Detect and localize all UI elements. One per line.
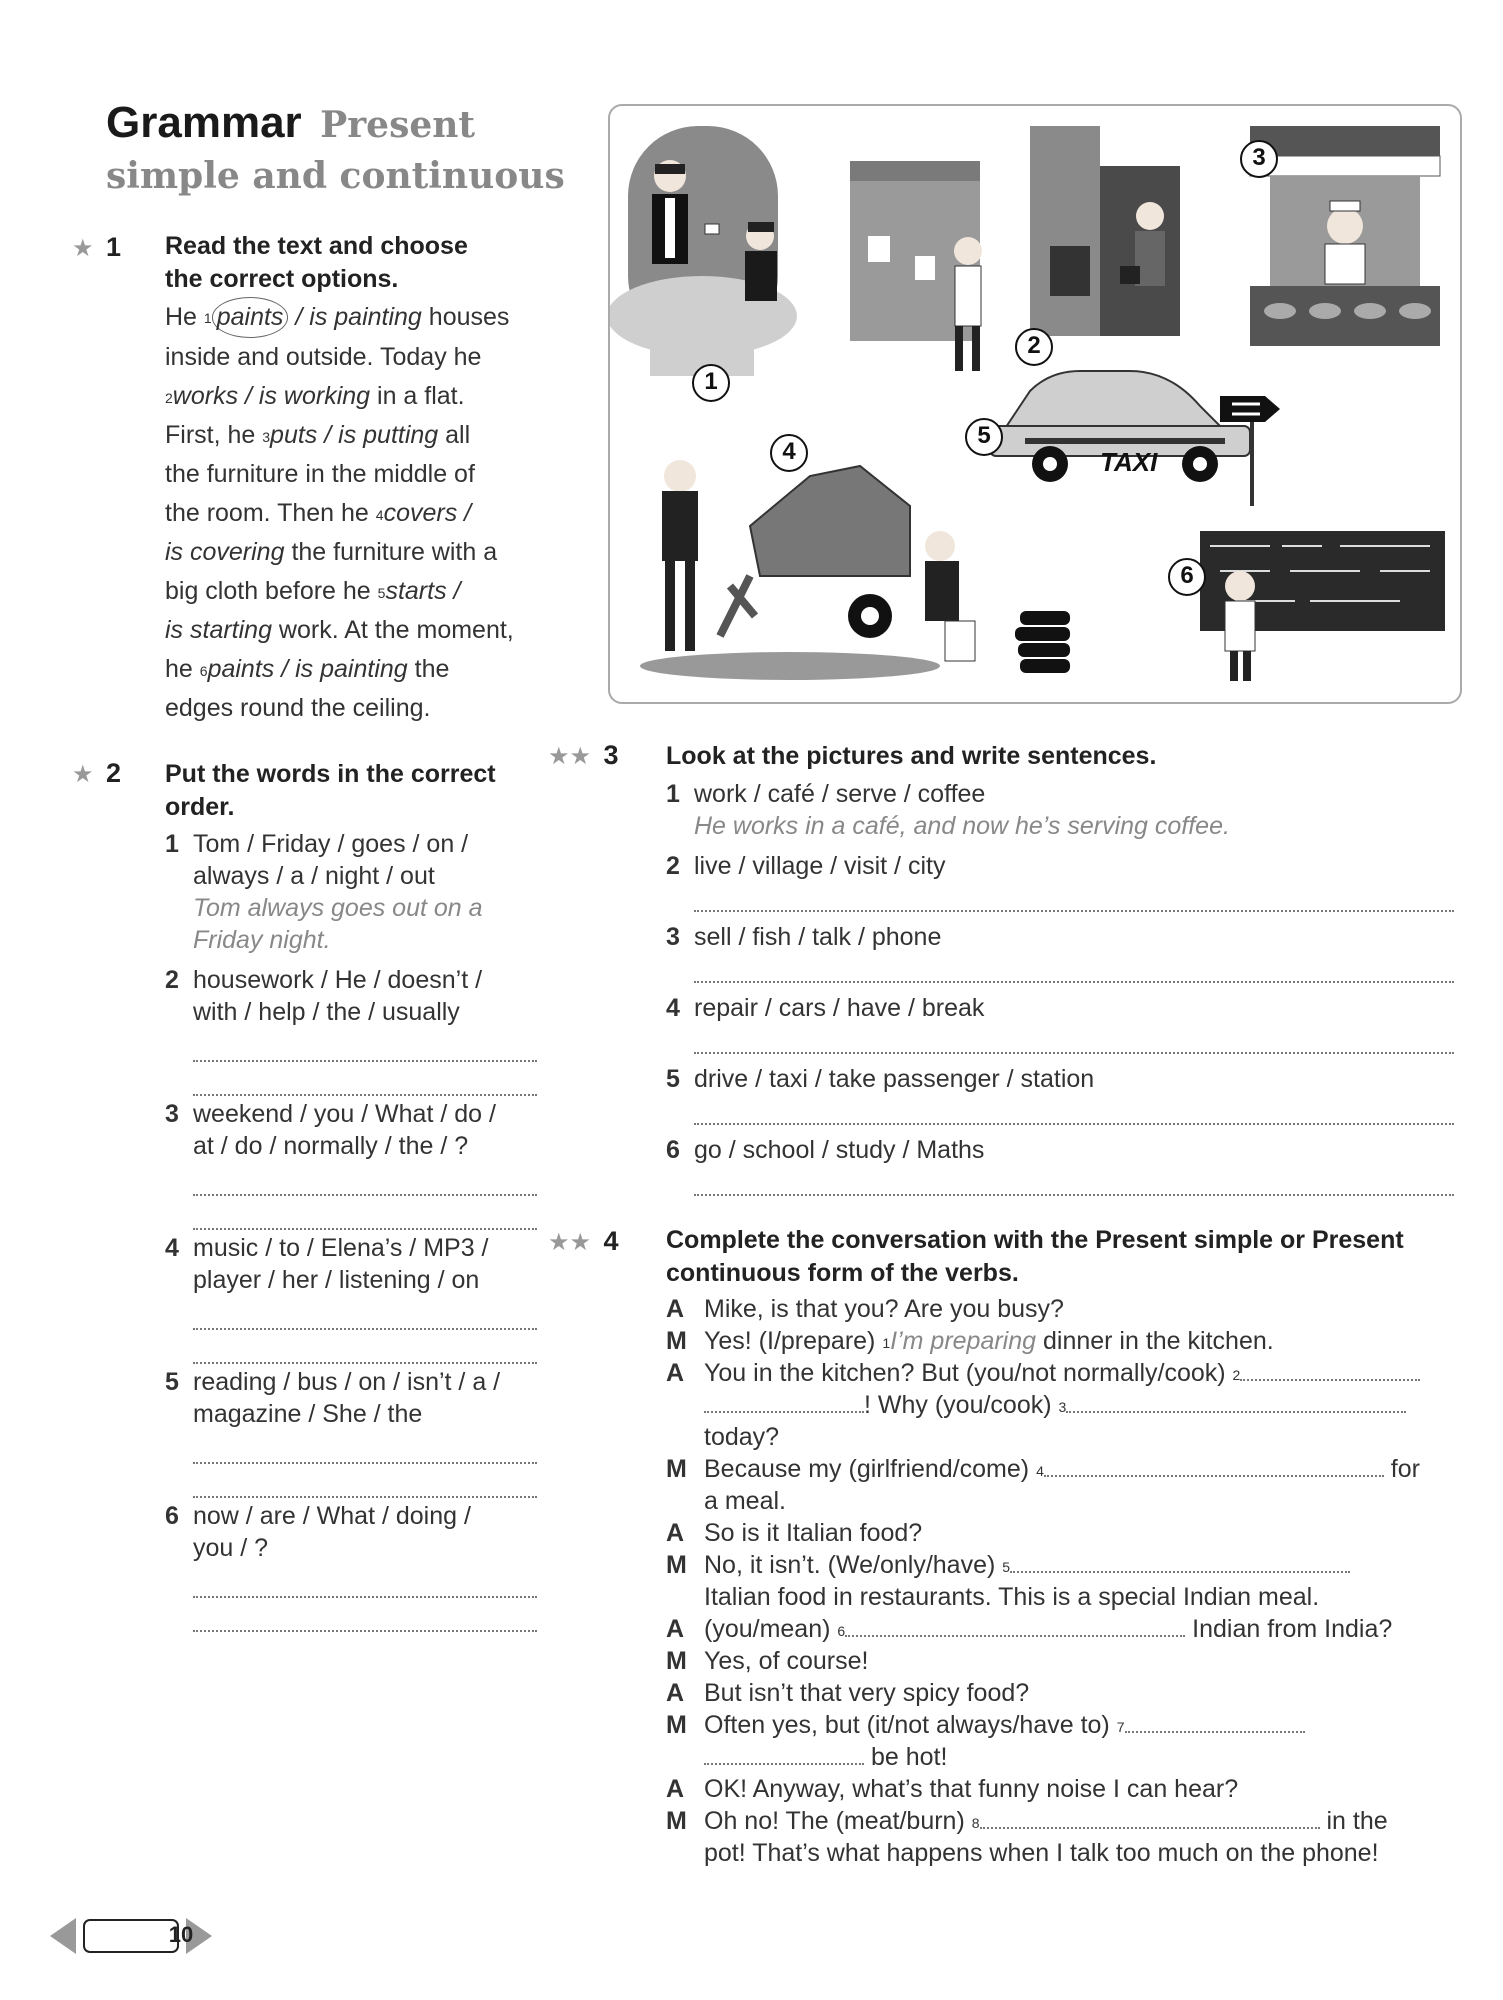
ex3-item bbox=[666, 1063, 1456, 1125]
item-text: at / do / normally / the / ? bbox=[193, 1132, 469, 1160]
title-subtitle: simple and continuous bbox=[106, 155, 565, 197]
ex2-item bbox=[165, 1366, 545, 1498]
star-icon: ★★ bbox=[548, 743, 592, 770]
picture-label-1: 1 bbox=[692, 364, 730, 402]
dialogue-line: A Mike, is that you? Are you busy? bbox=[666, 1295, 1064, 1323]
item-text: Tom / Friday / goes / on / bbox=[193, 830, 469, 858]
ex1-line: is starting work. At the moment, bbox=[165, 616, 514, 644]
answer-blank[interactable] bbox=[704, 1745, 864, 1765]
ex1-line: big cloth before he $^5$starts / bbox=[165, 577, 461, 605]
dialogue-line: A OK! Anyway, what’s that funny noise I can hear? bbox=[666, 1775, 1239, 1803]
item-number: 4 bbox=[165, 1234, 179, 1262]
dialogue-line: A But isn’t that very spicy food? bbox=[666, 1679, 1030, 1707]
item-number: 6 bbox=[165, 1502, 179, 1530]
answer-line[interactable] bbox=[694, 892, 1454, 912]
picture-label-3: 3 bbox=[1240, 140, 1278, 178]
answer-line[interactable] bbox=[193, 1076, 537, 1096]
item-text: with / help / the / usually bbox=[193, 998, 460, 1026]
dialogue-line: A (you/mean) $^6$ Indian from India? bbox=[666, 1615, 1393, 1643]
circled-answer: paints bbox=[212, 297, 289, 338]
item-number: 5 bbox=[165, 1368, 179, 1396]
ex1-instruction-line: the correct options. bbox=[165, 265, 399, 293]
prev-arrow-icon[interactable] bbox=[50, 1918, 76, 1954]
answer-line[interactable] bbox=[193, 1612, 537, 1632]
answer-blank[interactable] bbox=[1125, 1713, 1305, 1733]
title-grammar: Grammar bbox=[106, 98, 302, 147]
ex1-header bbox=[72, 232, 121, 263]
answer-line[interactable] bbox=[694, 1034, 1454, 1054]
dialogue-line: M Yes, of course! bbox=[666, 1647, 869, 1675]
ex4-instruction-line: continuous form of the verbs. bbox=[666, 1259, 1019, 1287]
picture-label-6: 6 bbox=[1168, 558, 1206, 596]
page-number: 10 bbox=[168, 1922, 194, 1947]
ex1-line: edges round the ceiling. bbox=[165, 694, 431, 722]
picture-label-5: 5 bbox=[965, 418, 1003, 456]
ex2-item bbox=[165, 1232, 545, 1364]
item-number: 6 bbox=[666, 1136, 680, 1164]
item-text: weekend / you / What / do / bbox=[193, 1100, 496, 1128]
ex4-instruction bbox=[666, 1224, 1466, 1290]
dialogue-line: be hot! bbox=[666, 1741, 1466, 1773]
ex4-instruction-line: Complete the conversation with the Present simple or Present bbox=[666, 1226, 1404, 1254]
ex1-line: $^2$works / is working in a flat. bbox=[165, 382, 465, 410]
item-text: music / to / Elena’s / MP3 / bbox=[193, 1234, 489, 1262]
scene-school bbox=[1200, 531, 1445, 681]
answer-line[interactable] bbox=[694, 1176, 1454, 1196]
ex3-item bbox=[666, 850, 1456, 912]
ex2-header bbox=[72, 758, 121, 789]
item-text: housework / He / doesn’t / bbox=[193, 966, 483, 994]
scene-taxi bbox=[990, 371, 1280, 506]
answer-blank[interactable] bbox=[704, 1393, 864, 1413]
item-number: 2 bbox=[666, 852, 680, 880]
scene-fish-market bbox=[1250, 126, 1440, 346]
title-present: Present bbox=[320, 104, 476, 146]
answer-line[interactable] bbox=[193, 1578, 537, 1598]
ex2-item bbox=[165, 1500, 545, 1632]
picture-panel bbox=[608, 104, 1462, 704]
item-text: always / a / night / out bbox=[193, 862, 435, 890]
ex2-item bbox=[165, 1098, 545, 1230]
dialogue-line: a meal. bbox=[704, 1487, 786, 1515]
ex1-instruction bbox=[165, 230, 545, 296]
ex3-item bbox=[666, 992, 1456, 1054]
star-icon: ★ bbox=[72, 761, 94, 788]
dialogue-line: pot! That’s what happens when I talk too much on the phone! bbox=[704, 1839, 1379, 1867]
item-text: you / ? bbox=[193, 1534, 269, 1562]
ex3-item bbox=[666, 1134, 1456, 1196]
ex4-number: 4 bbox=[603, 1226, 619, 1256]
ex3-item bbox=[666, 921, 1456, 983]
star-icon: ★ bbox=[72, 235, 94, 262]
answer-blank[interactable] bbox=[1240, 1361, 1420, 1381]
answer-line[interactable] bbox=[193, 1176, 537, 1196]
dialogue-line: A So is it Italian food? bbox=[666, 1519, 923, 1547]
answer-line[interactable] bbox=[694, 963, 1454, 983]
answer-line[interactable] bbox=[193, 1310, 537, 1330]
dialogue-line: M No, it isn’t. (We/only/have) $^5$ bbox=[666, 1549, 1466, 1581]
dialogue-line: M Because my (girlfriend/come) $^4$ for bbox=[666, 1455, 1420, 1483]
ex1-number: 1 bbox=[105, 232, 121, 262]
item-number: 3 bbox=[165, 1100, 179, 1128]
item-text: repair / cars / have / break bbox=[694, 994, 985, 1022]
ex2-instruction-line: order. bbox=[165, 793, 235, 821]
item-text: player / her / listening / on bbox=[193, 1266, 480, 1294]
dialogue bbox=[666, 1293, 1466, 1869]
ex4-header bbox=[548, 1226, 619, 1257]
ex3-item bbox=[666, 778, 1456, 842]
answer-example: Friday night. bbox=[193, 926, 331, 954]
item-number: 4 bbox=[666, 994, 680, 1022]
answer-line[interactable] bbox=[193, 1344, 537, 1364]
item-text: reading / bus / on / isn’t / a / bbox=[193, 1368, 501, 1396]
ex3-instruction: Look at the pictures and write sentences. bbox=[666, 742, 1157, 770]
dialogue-line: Italian food in restaurants. This is a special Indian meal. bbox=[704, 1583, 1320, 1611]
ex3-header bbox=[548, 740, 619, 771]
ex1-instruction-line: Read the text and choose bbox=[165, 232, 468, 260]
item-text: work / café / serve / coffee bbox=[694, 780, 986, 808]
item-text: magazine / She / the bbox=[193, 1400, 423, 1428]
item-text: now / are / What / doing / bbox=[193, 1502, 471, 1530]
answer-blank[interactable] bbox=[1010, 1553, 1350, 1573]
ex2-item bbox=[165, 828, 545, 956]
scene-village-city bbox=[850, 126, 1180, 371]
item-number: 3 bbox=[666, 923, 680, 951]
answer-blank[interactable] bbox=[1044, 1457, 1384, 1477]
item-number: 5 bbox=[666, 1065, 680, 1093]
ex2-instruction bbox=[165, 758, 545, 824]
answer-line[interactable] bbox=[193, 1042, 537, 1062]
answer-example: He works in a café, and now he’s serving coffee. bbox=[694, 812, 1230, 840]
page-title bbox=[106, 98, 475, 148]
ex1-line: inside and outside. Today he bbox=[165, 343, 482, 371]
star-icon: ★★ bbox=[548, 1229, 592, 1256]
answer-blank[interactable] bbox=[980, 1809, 1320, 1829]
ex1-line: is covering the furniture with a bbox=[165, 538, 498, 566]
ex1-line: He $^1$ paints / is painting houses bbox=[165, 297, 555, 338]
item-number: 1 bbox=[165, 830, 179, 858]
item-number: 2 bbox=[165, 966, 179, 994]
page-footer bbox=[50, 1914, 240, 1958]
dialogue-line: M Often yes, but (it/not always/have to) $^7$ bbox=[666, 1709, 1466, 1741]
ex2-instruction-line: Put the words in the correct bbox=[165, 760, 496, 788]
dialogue-line: today? bbox=[704, 1423, 780, 1451]
answer-example: Tom always goes out on a bbox=[193, 894, 483, 922]
dialogue-line: A You in the kitchen? But (you/not normally/cook) $^2$ bbox=[666, 1357, 1466, 1389]
answer-line[interactable] bbox=[193, 1210, 537, 1230]
dialogue-line: M Oh no! The (meat/burn) $^8$ in the bbox=[666, 1807, 1388, 1835]
illustration bbox=[610, 106, 1460, 702]
taxi-sign-text: TAXI bbox=[1100, 447, 1158, 477]
answer-line[interactable] bbox=[694, 1105, 1454, 1125]
answer-blank[interactable] bbox=[845, 1617, 1185, 1637]
ex2-item bbox=[165, 964, 545, 1096]
picture-label-2: 2 bbox=[1015, 328, 1053, 366]
item-text: sell / fish / talk / phone bbox=[694, 923, 942, 951]
item-text: live / village / visit / city bbox=[694, 852, 946, 880]
item-text: drive / taxi / take passenger / station bbox=[694, 1065, 1095, 1093]
ex3-number: 3 bbox=[603, 740, 619, 770]
dialogue-line: M Yes! (I/prepare) $^1$I’m preparing dinner in the kitchen. bbox=[666, 1327, 1274, 1355]
scene-mechanic bbox=[640, 460, 1070, 680]
ex2-number: 2 bbox=[105, 758, 121, 788]
ex1-line: the furniture in the middle of bbox=[165, 460, 475, 488]
ex1-line: First, he $^3$puts / is putting all bbox=[165, 421, 471, 449]
ex1-text bbox=[165, 297, 555, 728]
ex1-line: he $^6$paints / is painting the bbox=[165, 655, 450, 683]
item-text: go / school / study / Maths bbox=[694, 1136, 985, 1164]
answer-line[interactable] bbox=[193, 1444, 537, 1464]
scene-cafe bbox=[610, 126, 797, 376]
answer-line[interactable] bbox=[193, 1478, 537, 1498]
picture-label-4: 4 bbox=[770, 434, 808, 472]
dialogue-line: ! Why (you/cook) $^3$ bbox=[666, 1389, 1466, 1421]
answer-blank[interactable] bbox=[1066, 1393, 1406, 1413]
item-number: 1 bbox=[666, 780, 680, 808]
ex1-line: the room. Then he $^4$covers / bbox=[165, 499, 472, 527]
